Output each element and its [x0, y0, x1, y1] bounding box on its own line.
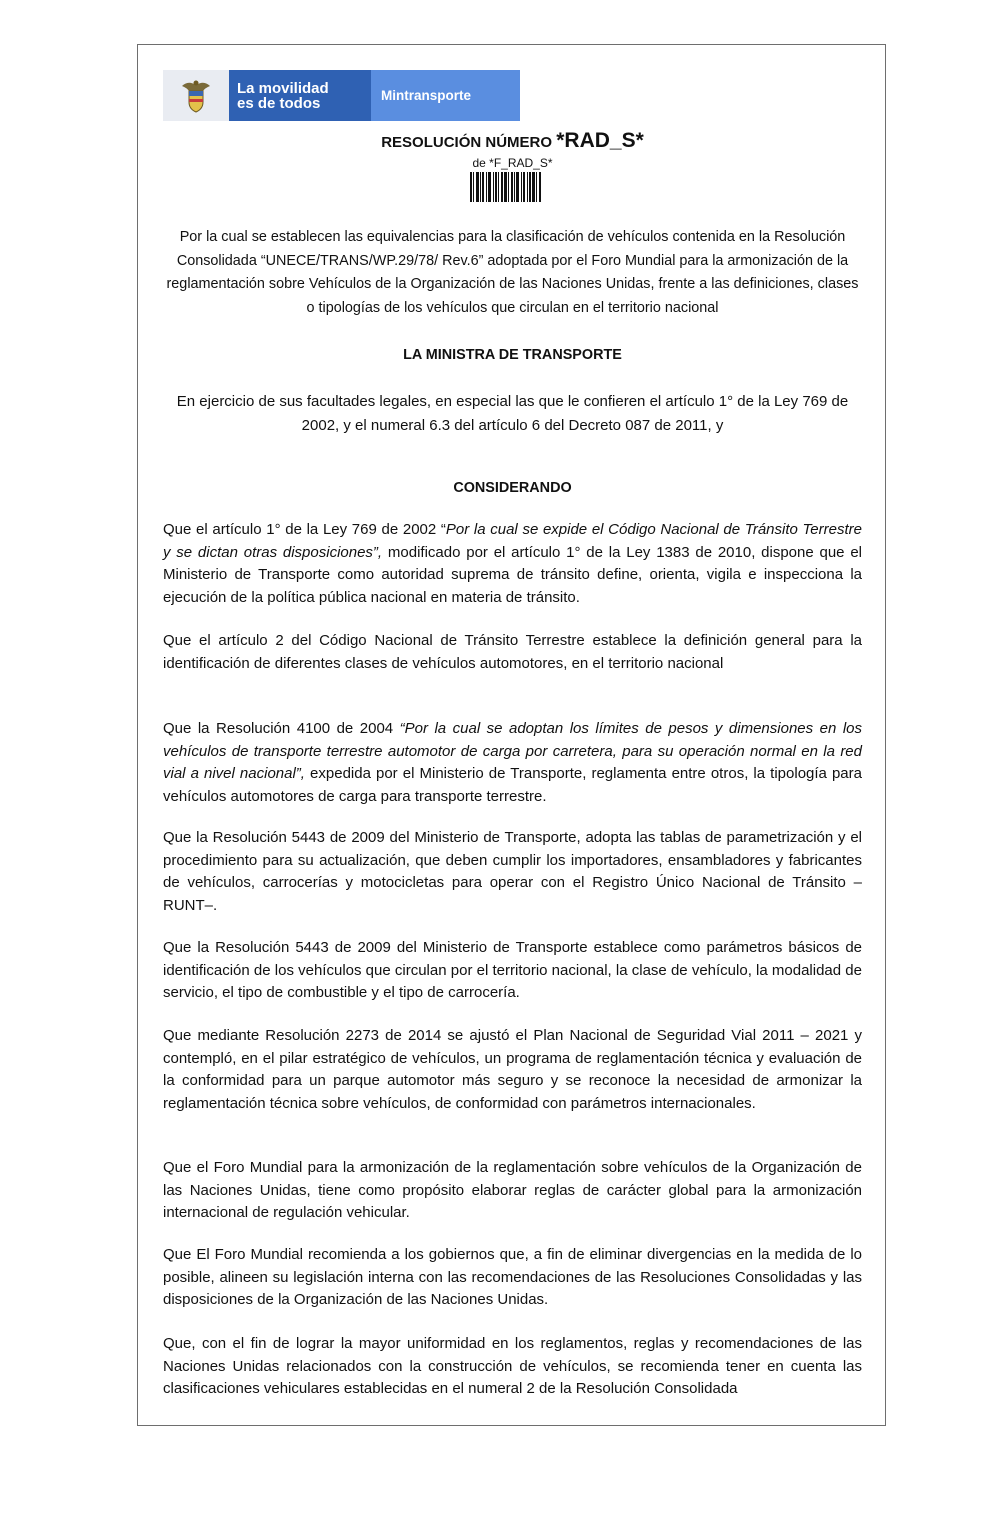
considerando-paragraph: [163, 718, 862, 808]
considerando-heading: CONSIDERANDO: [453, 480, 572, 496]
paragraph-text: Que el artículo 1° de la Ley 769 de 2002 “: [163, 521, 446, 538]
slogan-box: [229, 70, 371, 121]
considerando-paragraph: Que el artículo 2 del Código Nacional de Tránsito Terrestre establece la definición general para la identificación de diferentes clases de vehículos automotores, en el territorio nacional: [163, 632, 862, 672]
resolution-number: *RAD_S*: [556, 129, 644, 152]
considerando-paragraph: Que, con el fin de lograr la mayor uniformidad en los reglamentos, reglas y recomendaciones de las Naciones Unidas relacionados con la construcción de vehículos, se recomienda tener en cuenta las clasificaciones vehiculares establecidas en el numeral 2 de la Resolución Consolidada: [163, 1335, 862, 1397]
coat-of-arms-icon: [176, 76, 216, 116]
resolution-title: [138, 129, 887, 153]
paragraph-italic-quote: “Por la cual se adoptan los límites de pesos y dimensiones en los vehículos de transporte terrestre automotor de carga por carretera, para su operación normal en la red vial a nivel nacional”,: [163, 720, 862, 782]
considerando-paragraph: Que el Foro Mundial para la armonización de la reglamentación sobre vehículos de la Organización de las Naciones Unidas, tiene como propósito elaborar reglas de carácter global para la armonización internacional de regulación vehicular.: [163, 1159, 862, 1221]
paragraph-italic-quote: Por la cual se expide el Código Nacional de Tránsito Terrestre y se dictan otras disposiciones”,: [163, 521, 862, 561]
resolution-subject: Por la cual se establecen las equivalencias para la clasificación de vehículos contenida en la Resolución Consolidada “UNECE/TRANS/WP.29/78/ Rev.6” adoptada por el Foro Mundial para la armonización de la reglamentación sobre Vehículos de la Organización de las Naciones Unidas, frente a las definiciones, clases o tipologías de los vehículos que circulan en el territorio nacional: [166, 229, 859, 316]
resolution-date: de *F_RAD_S*: [472, 156, 553, 170]
coat-of-arms-logo: [163, 70, 229, 121]
considerando-paragraph: Que mediante Resolución 2273 de 2014 se ajustó el Plan Nacional de Seguridad Vial 2011 – 2021 y contempló, en el pilar estratégico de vehículos, un programa de reglamentación técnica y evaluación de la conformidad para un parque automotor más seguro y se reconoce la necesidad de armonizar la reglamentación técnica sobre vehículos, de conformidad con parámetros internacionales.: [163, 1027, 862, 1112]
paragraph-text: expedida por el Ministerio de Transporte, reglamenta entre otros, la tipología para vehículos automotores de carga para transporte terrestre.: [163, 765, 862, 805]
paragraph-text: modificado por el artículo 1° de la Ley 1383 de 2010, dispone que el Ministerio de Transporte como autoridad suprema de tránsito define, orienta, vigila e inspecciona la ejecución de la política pública nacional en materia de tránsito.: [163, 543, 862, 606]
resolution-label: RESOLUCIÓN NÚMERO: [381, 134, 557, 151]
considerando-paragraph: Que la Resolución 5443 de 2009 del Ministerio de Transporte, adopta las tablas de parametrización y el procedimiento para su actualización, que deben cumplir los importadores, ensambladores y fabricantes de vehículos, carrocerías y motocicletas para operar con el Registro Único Nacional de Tránsito –RUNT–.: [163, 829, 862, 914]
paragraph-text: Que la Resolución 4100 de 2004: [163, 720, 400, 737]
slogan-line-1: La movilidad: [237, 79, 329, 97]
ministry-name: Mintransporte: [381, 88, 472, 103]
ministry-logo: [371, 70, 520, 121]
legal-basis: En ejercicio de sus facultades legales, en especial las que le confieren el artículo 1° de la Ley 769 de 2002, y el numeral 6.3 del artículo 6 del Decreto 087 de 2011, y: [176, 393, 849, 434]
barcode: [470, 172, 546, 202]
authority-heading: LA MINISTRA DE TRANSPORTE: [403, 347, 622, 363]
document-page: [137, 44, 886, 1426]
considerando-paragraph: Que la Resolución 5443 de 2009 del Ministerio de Transporte establece como parámetros básicos de identificación de los vehículos que circulan por el territorio nacional, la clase de vehículo, la modalidad de servicio, el tipo de combustible y el tipo de carrocería.: [163, 939, 862, 1001]
considerando-paragraph: Que El Foro Mundial recomienda a los gobiernos que, a fin de eliminar divergencias en la medida de lo posible, alineen su legislación interna con las recomendaciones de las Resoluciones Consolidadas y las disposiciones de la Organización de las Naciones Unidas.: [163, 1246, 862, 1308]
considerando-paragraph: [163, 519, 862, 609]
slogan-line-2: es de todos: [237, 94, 321, 112]
header-banner: [163, 70, 520, 121]
